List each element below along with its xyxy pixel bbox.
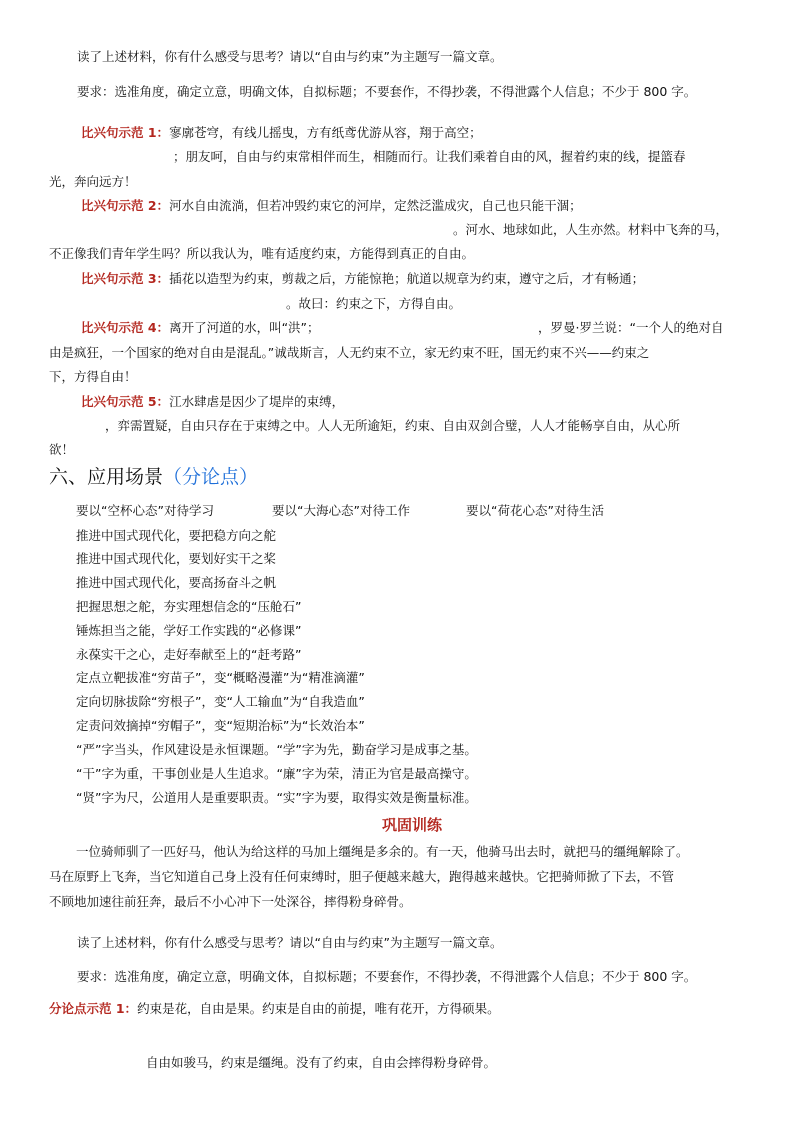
point-7: 定点立靶拔准“穷苗子”，变“概略漫灌”为“精准滴灌”: [76, 670, 365, 685]
scenario-1: 要以“空杯心态”对待学习: [76, 503, 214, 518]
section-subtitle: （分论点）: [163, 466, 259, 488]
example-5-line-3: 欲！: [49, 442, 75, 457]
point-6: 永葆实干之心，走好奉献至上的“赶考路”: [76, 647, 302, 662]
example-3-text: 插花以造型为约束，剪裁之后，方能惊艳；航道以规章为约束，遵守之后，才有畅通；: [169, 271, 645, 286]
example-5-label: 比兴句示范 5：: [81, 394, 170, 409]
example-3-line-1: [81, 271, 644, 287]
example-2-line-2: 。河水、地球如此，人生亦然。材料中飞奔的马，: [453, 222, 729, 237]
section-heading: [49, 466, 258, 488]
point-2: 推进中国式现代化，要划好实干之桨: [76, 551, 277, 566]
point-4: 把握思想之舵，夯实理想信念的“压舱石”: [76, 599, 302, 614]
example-5-line-2: ，弈需置疑，自由只存在于束缚之中。人人无所逾矩，约束、自由双剑合璧，人人才能畅享自由，从心所: [105, 418, 681, 433]
example-3-label: 比兴句示范 3：: [81, 271, 170, 286]
example-2-text: 河水自由流淌，但若冲毁约束它的河岸，定然泛滥成灾，自己也只能干涸；: [169, 198, 582, 213]
example-1-line-2: ；朋友呵，自由与约束常相伴而生，相随而行。让我们乘着自由的风，握着约束的线，提篮春: [173, 149, 686, 164]
intro-prompt: 读了上述材料，你有什么感受与思考？请以“自由与约束”为主题写一篇文章。: [77, 49, 503, 64]
point-5: 锤炼担当之能，学好工作实践的“必修课”: [76, 623, 302, 638]
practice-example-text: 约束是花，自由是果。约束是自由的前提，唯有花开，方得硕果。: [137, 1001, 500, 1016]
example-2-line-3: 不正像我们青年学生吗？所以我认为，唯有适度约束，方能得到真正的自由。: [49, 246, 475, 261]
point-12: “贤”字为尺，公道用人是重要职责。“实”字为要，取得实效是衡量标准。: [76, 790, 477, 805]
example-4-label: 比兴句示范 4：: [81, 320, 170, 335]
example-4-text: 离开了河道的水，叫“洪”；: [169, 320, 320, 335]
practice-example: [49, 1001, 500, 1017]
example-5-line-1: [81, 394, 344, 410]
example-1-label: 比兴句示范 1：: [81, 125, 170, 140]
example-5-text: 江水肆虐是因少了堤岸的束缚，: [169, 394, 345, 409]
point-10: “严”字当头，作风建设是永恒课题。“学”字为先，勤奋学习是成事之基。: [76, 742, 477, 757]
section-title: 六、应用场景: [49, 466, 164, 488]
example-1-line-1: [81, 125, 482, 141]
practice-para-line-1: 一位骑师驯了一匹好马，他认为给这样的马加上缰绳是多余的。有一天，他骑马出去时，就把马的缰绳解除了。: [76, 844, 689, 859]
point-1: 推进中国式现代化，要把稳方向之舵: [76, 528, 277, 543]
example-4-line-1b: ，罗曼·罗兰说：“一个人的绝对自: [538, 320, 724, 335]
point-9: 定责问效摘掉“穷帽子”，变“短期治标”为“长效治本”: [76, 718, 365, 733]
example-2-label: 比兴句示范 2：: [81, 198, 170, 213]
scenario-3: 要以“荷花心态”对待生活: [466, 503, 604, 518]
example-4-line-2: 由是疯狂，一个国家的绝对自由是混乱。”诚哉斯言，人无约束不立，家无约束不旺，国无约束不兴——约束之: [49, 345, 650, 360]
example-2-line-1: [81, 198, 582, 214]
practice-requirement: 要求：选准角度，确定立意，明确文体，自拟标题；不要套作，不得抄袭，不得泄露个人信息；不少于 800 字。: [77, 969, 697, 984]
point-8: 定向切脉拔除“穷根子”，变“人工输血”为“自我造血”: [76, 694, 365, 709]
scenario-2: 要以“大海心态”对待工作: [272, 503, 410, 518]
practice-para-line-2: 马在原野上飞奔，当它知道自己身上没有任何束缚时，胆子便越来越大，跑得越来越快。它把骑师掀了下去，不管: [49, 869, 675, 884]
example-3-line-2: 。故曰：约束之下，方得自由。: [286, 296, 462, 311]
example-4-line-1a: [81, 320, 320, 336]
example-4-line-3: 下，方得自由！: [49, 369, 137, 384]
practice-title: 巩固训练: [382, 816, 443, 834]
example-1-text: 寥廓苍穹，有线儿摇曳，方有纸鸢优游从容，翔于高空；: [169, 125, 482, 140]
point-3: 推进中国式现代化，要高扬奋斗之帆: [76, 575, 277, 590]
practice-last-line: 自由如骏马，约束是缰绳。没有了约束，自由会摔得粉身碎骨。: [146, 1055, 497, 1070]
practice-para-line-3: 不顾地加速往前狂奔，最后不小心冲下一处深谷，摔得粉身碎骨。: [49, 894, 412, 909]
point-11: “干”字为重，干事创业是人生追求。“廉”字为荣，清正为官是最高操守。: [76, 766, 477, 781]
practice-prompt: 读了上述材料，你有什么感受与思考？请以“自由与约束”为主题写一篇文章。: [77, 935, 503, 950]
intro-requirement: 要求：选准角度，确定立意，明确文体，自拟标题；不要套作，不得抄袭，不得泄露个人信息；不少于 800 字。: [77, 84, 697, 99]
practice-example-label: 分论点示范 1：: [49, 1001, 138, 1016]
example-1-line-3: 光，奔向远方！: [49, 174, 137, 189]
